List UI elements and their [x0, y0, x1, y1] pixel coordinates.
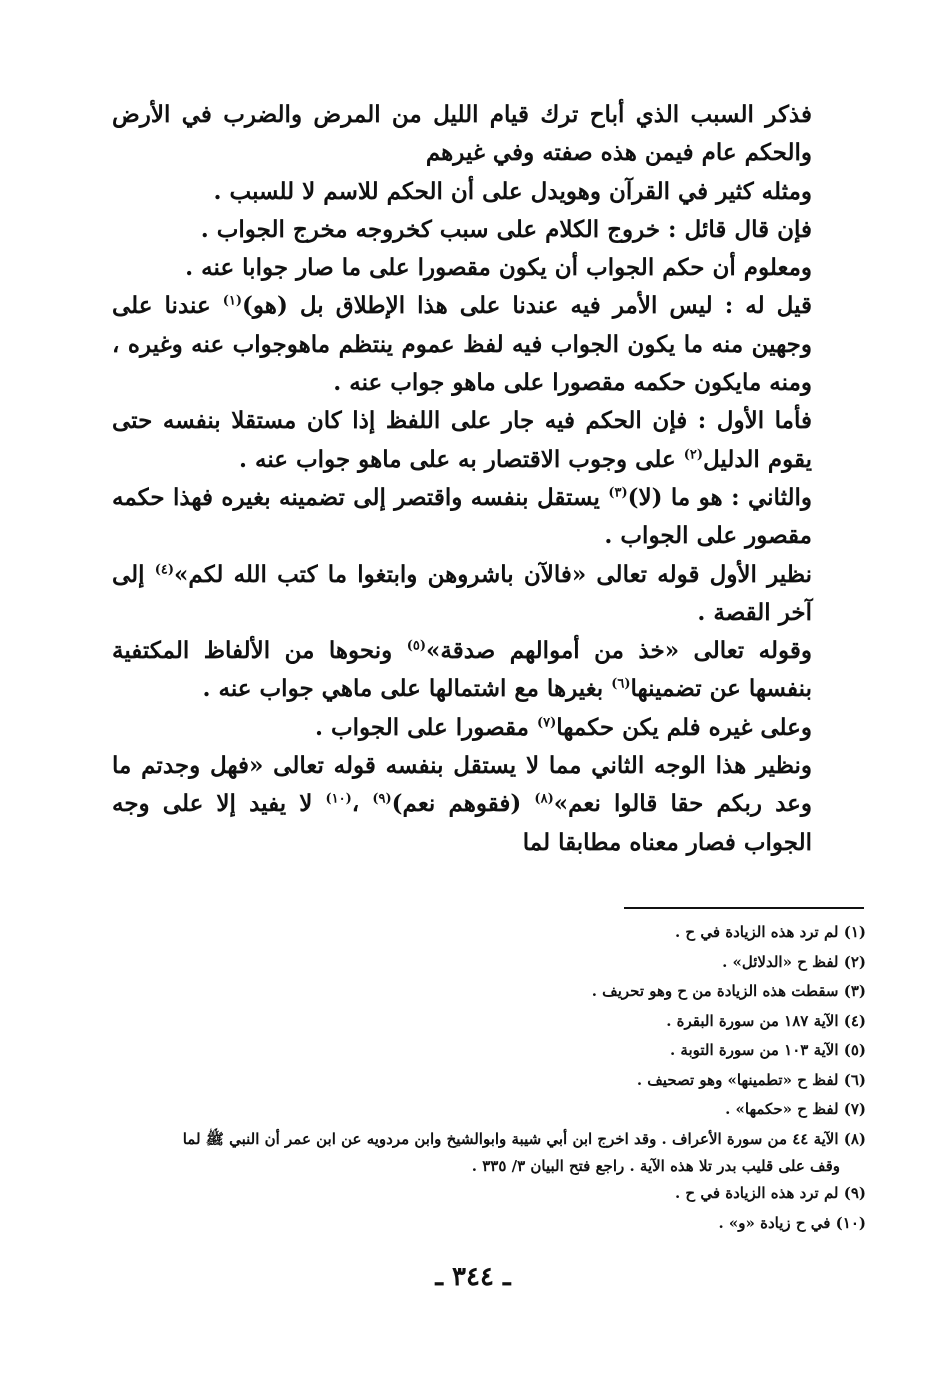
footnote-continuation: وقف على قليب بدر تلا هذه الآية . راجع فتح البيان ٣/ ٣٣٥ . [471, 1157, 840, 1175]
paragraph: والثاني : هو ما (لا)$^{(٣)}$ يستقل بنفسه واقتصر إلى تضمينه بغيره فهذا حكمه مقصور على الجواب . [112, 483, 813, 550]
page-number: ـ ٣٤٤ ـ [435, 1262, 511, 1292]
paragraph: نظير الأول قوله تعالى «فالآن باشروهن وابتغوا ما كتب الله لكم»$^{(٤)}$ إلى آخر القصة . [112, 560, 812, 626]
paragraph: فإن قال قائل : خروج الكلام على سبب كخروجه مخرج الجواب . [200, 215, 812, 243]
footnote: (٩) لم ترد هذه الزيادة في ح . [674, 1184, 866, 1202]
footnote: (٤) الآية ١٨٧ من سورة البقرة . [666, 1011, 866, 1030]
paragraph: قيل له : ليس الأمر فيه عندنا على هذا الإطلاق بل (هو)$^{(١)}$ عندنا على وجهين منه ما يكون الجواب فيه لفظ عموم ينتظم ماهوجواب عنه وغيره ، ومنه مايكون حكمه مقصورا على ماهو جواب عنه . [112, 292, 812, 397]
footnote: (٦) لفظ ح «تطمينها» وهو تصحيف . [636, 1070, 866, 1089]
paragraph: فذكر السبب الذي أباح ترك قيام الليل من المرض والضرب في الأرض والحكم عام فيمن هذه صفته وفي غيرهم [112, 101, 812, 167]
footnote: (٨) الآية ٤٤ من سورة الأعراف . وقد اخرج ابن أبي شيبة وابوالشيخ وابن مردويه عن ابن عمر أن النبي ﷺ لما [182, 1129, 866, 1148]
paragraph: ومعلوم أن حكم الجواب أن يكون مقصورا على ما صار جوابا عنه . [185, 254, 812, 282]
paragraph: ونظير هذا الوجه الثاني مما لا يستقل بنفسه قوله تعالى «فهل وجدتم ما وعد ربكم حقا قالوا نعم»$^{(٨)}$ (فقوهم نعم)$^{(٩)}$ ،$^{(١٠)}$ لا يفيد إلا على وجه الجواب فصار معناه مطابقا لما [112, 752, 812, 856]
footnote: (٢) لفظ ح «الدلائل» . [722, 952, 866, 971]
paragraph: فأما الأول : فإن الحكم فيه جار على اللفظ إذا كان مستقلا بنفسه حتى يقوم الدليل$^{(٢)}$ على وجوب الاقتصار به على ماهو جواب عنه . [112, 407, 812, 473]
paragraph: وقوله تعالى «خذ من أموالهم صدقة»$^{(٥)}$ ونحوها من الألفاظ المكتفية بنفسها عن تضمينها$^{(٦)}$ بغيرها مع اشتمالها على ماهي جواب عنه . [112, 637, 812, 703]
footnote-separator [624, 907, 864, 909]
footnote: (٧) لفظ ح «حكمها» . [725, 1100, 866, 1118]
footnotes [108, 918, 866, 1238]
paragraph: ومثله كثير في القرآن وهويدل على أن الحكم للاسم لا للسبب . [213, 177, 812, 205]
footnote: (١) لم ترد هذه الزيادة في ح . [674, 923, 866, 941]
footnote: (٥) الآية ١٠٣ من سورة التوبة . [669, 1041, 866, 1059]
footnote: (١٠) في ح زيادة «و» . [718, 1213, 866, 1232]
paragraph: وعلى غيره فلم يكن حكمها$^{(٧)}$ مقصورا على الجواب . [314, 713, 812, 741]
footnote: (٣) سقطت هذه الزيادة من ح وهو تحريف . [591, 982, 866, 1000]
main-text [112, 96, 864, 862]
